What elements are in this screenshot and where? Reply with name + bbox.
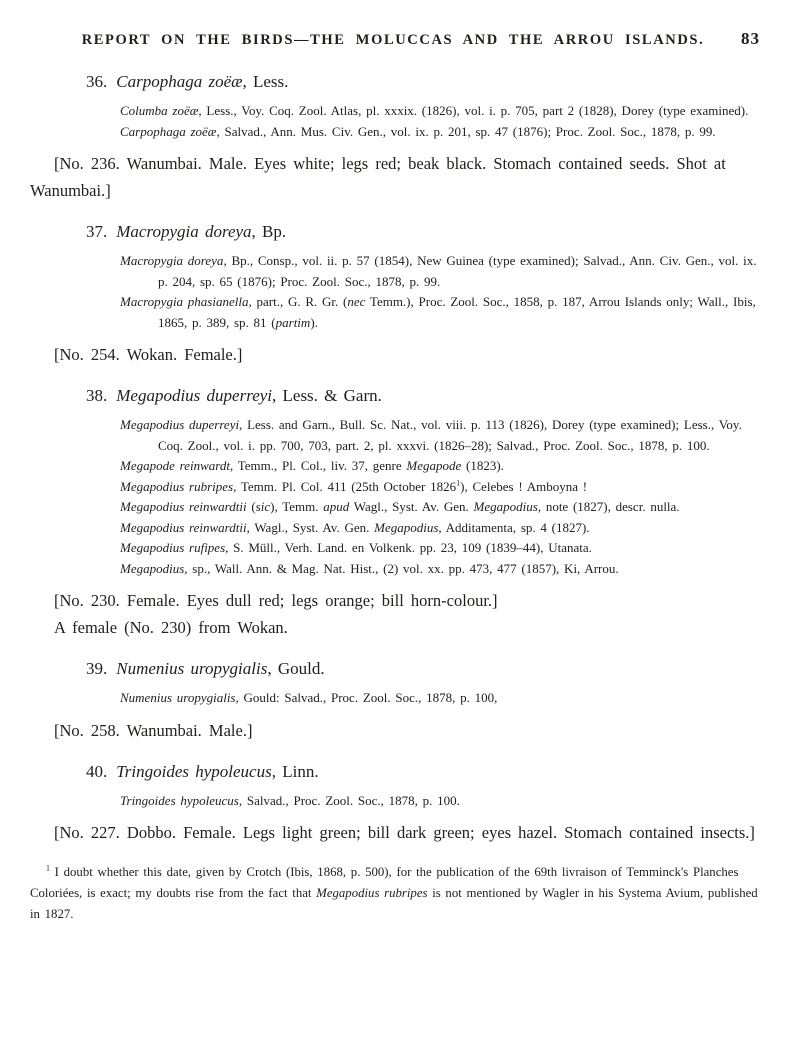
text-segment: , part., G. R. Gr. ( (248, 294, 348, 309)
text-segment: , Salvad., Ann. Mus. Civ. Gen., vol. ix. p. 201, sp. 47 (1876); Proc. Zool. Soc., 1878, p. 99. (216, 123, 716, 139)
species-entry (30, 384, 766, 641)
text-segment: , Less. and Garn., Bull. Sc. Nat., vol. viii. p. 113 (1826), Dorey (type examined); Less., Voy. Coq. Zool., vol. i. pp. 700, 703, part. 2, pl. xxxvi. (1826–28); Salvad., Proc. Zool. Soc., 1878, p. 100. (158, 417, 742, 453)
entry-citation (120, 688, 766, 709)
entry-citation (120, 122, 766, 143)
taxon-name: Megapodius reinwardtii (120, 519, 247, 535)
text-segment: , Gould: Salvad., Proc. Zool. Soc., 1878, p. 100, (235, 690, 498, 705)
entry-citation (120, 791, 766, 812)
entry-heading (86, 657, 766, 680)
page-header (50, 29, 760, 50)
species-name: Carpophaga zoëæ (116, 72, 243, 91)
taxon-name: Macropygia doreya (120, 253, 224, 268)
field-note: [No. 258. Wanumbai. Male.] (54, 720, 253, 740)
note-list (30, 717, 766, 744)
taxon-name: Megapodius (473, 499, 538, 514)
text-segment: I doubt whether this date, given by Crotch (Ibis, 1868, p. 500), for the publication of the 69th livraison of Temminck's Planches Coloriées, is exact; my doubts rise from the fact that (30, 865, 739, 900)
species-entry (30, 220, 766, 368)
text-segment: Wagl., Syst. Av. Gen. (349, 499, 474, 514)
entry-citation (120, 292, 766, 333)
note-list (30, 587, 766, 641)
taxon-name: Megapodius duperreyi (120, 417, 240, 432)
taxon-name: Columba zoëæ (120, 103, 199, 118)
entry-citation (120, 518, 766, 539)
taxon-name: partim (275, 314, 311, 330)
text-segment: Temm.), Proc. Zool. Soc., 1858, p. 187, Arrou Islands only; Wall., Ibis, 1865, p. 389, sp. 81 ( (158, 294, 756, 330)
taxon-name: Megapodius reinwardtii (120, 499, 247, 514)
page-number: 83 (741, 29, 760, 48)
species-name: Megapodius duperreyi (116, 386, 273, 405)
note-list (30, 341, 766, 368)
species-entry (30, 70, 766, 204)
field-note: A female (No. 230) from Wokan. (54, 618, 288, 637)
species-authority: , Bp. (251, 222, 287, 241)
entry-citation (120, 101, 766, 122)
citation-list (30, 415, 766, 579)
field-note: [No. 227. Dobbo. Female. Legs light green; bill dark green; eyes hazel. Stomach contained insects.] (54, 823, 755, 842)
species-authority: , Less. & Garn. (272, 386, 382, 405)
taxon-name: Megapodius (120, 560, 185, 576)
taxon-name: sic (255, 499, 271, 514)
entry-number: 37. (86, 222, 108, 241)
species-name: Macropygia doreya (116, 222, 252, 241)
entry-number: 36. (86, 72, 108, 91)
text-segment: , Salvad., Proc. Zool. Soc., 1878, p. 100. (238, 792, 460, 808)
entry-number: 38. (86, 386, 108, 405)
taxon-name: Numenius uropygialis (120, 690, 236, 705)
entry-heading (86, 760, 766, 783)
entry-citation (120, 456, 766, 477)
text-segment: , Temm. Pl. Col. 411 (25th October 1826 (233, 478, 457, 494)
field-note: [No. 236. Wanumbai. Male. Eyes white; legs red; beak black. Stomach contained seeds. Shot at Wanumbai.] (30, 154, 726, 200)
text-segment: ( (246, 499, 256, 514)
text-segment: ), Celebes ! Amboyna ! (460, 478, 588, 494)
taxon-name: Macropygia phasianella (120, 294, 249, 309)
citation-list (30, 688, 766, 709)
entry-number: 39. (86, 659, 108, 678)
note-list (30, 150, 766, 204)
note-list (30, 819, 766, 846)
citation-list (30, 101, 766, 142)
species-authority: , Less. (242, 72, 289, 91)
text-segment: , sp., Wall. Ann. & Mag. Nat. Hist., (2) vol. xx. pp. 473, 477 (1857), Ki, Arrou. (184, 560, 619, 576)
taxon-name: nec (347, 294, 366, 309)
taxon-name: Megapodius rufipes (120, 540, 226, 555)
taxon-name: Tringoides hypoleucus (120, 792, 239, 808)
entry-citation (120, 538, 766, 559)
footnote (30, 862, 766, 925)
taxon-name: Megapodius (374, 519, 439, 535)
text-segment: ). (310, 314, 318, 330)
text-segment: (1823). (461, 458, 504, 473)
entry-citation (120, 497, 766, 518)
entry-heading (86, 220, 766, 243)
citation-list (30, 251, 766, 333)
text-segment: , Bp., Consp., vol. ii. p. 57 (1854), New Guinea (type examined); Salvad., Ann. Civ. Gen., vol. ix. p. 204, sp. 65 (1876); Proc. Zool. Soc., 1878, p. 99. (158, 253, 757, 289)
text-segment: , Additamenta, sp. 4 (1827). (438, 519, 590, 535)
field-note: [No. 254. Wokan. Female.] (54, 345, 243, 364)
taxon-name: apud (323, 499, 350, 514)
species-name: Tringoides hypoleucus (116, 761, 272, 781)
footnote-text (30, 862, 766, 925)
taxon-name: Megapode (406, 458, 462, 473)
entry-citation (120, 559, 766, 580)
text-segment: , Temm., Pl. Col., liv. 37, genre (229, 458, 407, 473)
species-entry (30, 760, 766, 847)
text-segment: , Less., Voy. Coq. Zool. Atlas, pl. xxxix. (1826), vol. i. p. 705, part 2 (1828), Dorey (type examined). (198, 103, 749, 118)
text-segment: 1 (46, 863, 50, 873)
entry-citation (120, 477, 766, 498)
taxon-name: Megapode reinwardt (120, 458, 230, 473)
text-segment: ), Temm. (270, 499, 324, 514)
species-authority: , Gould. (267, 659, 325, 678)
entry-heading (86, 384, 766, 407)
entry-citation (120, 415, 766, 456)
taxon-name: Carpophaga zoëæ (120, 123, 217, 139)
entries-list (30, 70, 766, 846)
text-segment: 1 (456, 478, 461, 488)
citation-list (30, 791, 766, 812)
text-segment: , S. Müll., Verh. Land. en Volkenk. pp. 23, 109 (1839–44), Utanata. (225, 540, 592, 555)
field-note: [No. 230. Female. Eyes dull red; legs orange; bill horn-colour.] (54, 591, 498, 610)
entry-number: 40. (86, 761, 108, 781)
page-header-title: REPORT ON THE BIRDS—THE MOLUCCAS AND THE ARROU ISLANDS. (81, 32, 705, 48)
text-segment: , note (1827), descr. nulla. (537, 499, 680, 514)
taxon-name: Megapodius rubripes (120, 478, 234, 494)
species-name: Numenius uropygialis (116, 659, 268, 678)
text-segment: is not mentioned by Wagler in his Systema Avium, published in 1827. (30, 886, 758, 921)
text-segment: , Wagl., Syst. Av. Gen. (246, 519, 375, 535)
entry-citation (120, 251, 766, 292)
entry-heading (86, 70, 766, 93)
taxon-name: Megapodius rubripes (316, 886, 428, 900)
species-authority: , Linn. (271, 761, 319, 781)
species-entry (30, 657, 766, 744)
